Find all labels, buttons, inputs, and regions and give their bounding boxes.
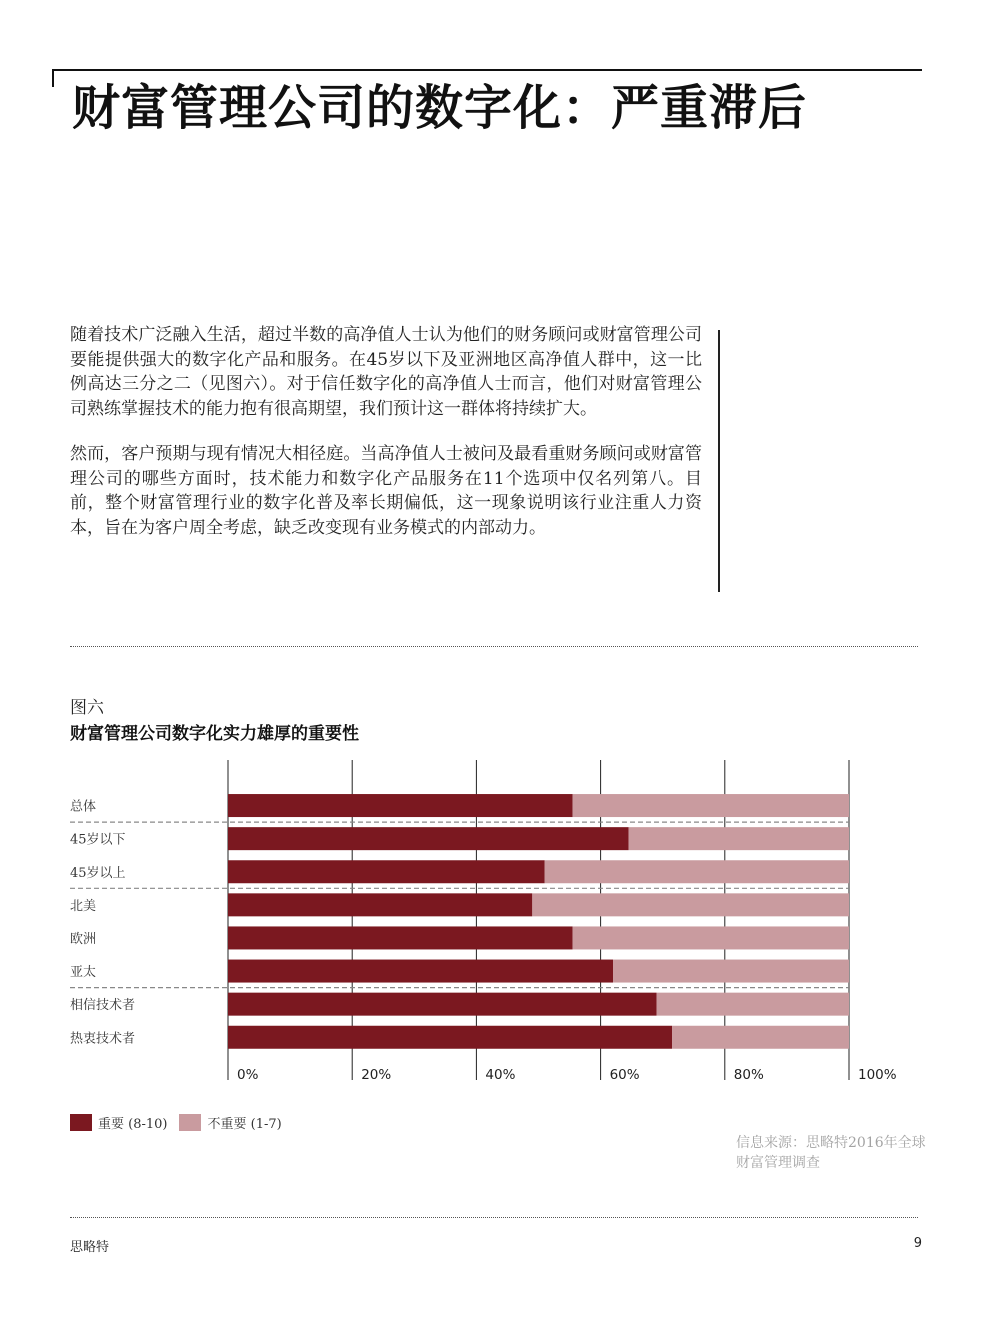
x-tick-label: 40% [485,1067,516,1083]
page-number: 9 [913,1236,922,1251]
category-label: 总体 [70,799,97,815]
bar-not-important [573,794,849,817]
bar-not-important [629,827,849,850]
bar-not-important [532,893,849,916]
body-paragraph-1: 随着技术广泛融入生活，超过半数的高净值人士认为他们的财务顾问或财富管理公司要能提供强大的数字化产品和服务。在45岁以下及亚洲地区高净值人群中，这一比例高达三分之二（见图六）。对于信任数字化的高净值人士而言，他们对财富管理公司熟练掌握技术的能力抱有很高期望，我们预计这一群体将持续扩大。 [70,325,702,419]
bar-not-important [573,926,849,949]
category-label: 亚太 [70,965,97,981]
category-label: 北美 [70,898,97,914]
bar-important [228,960,613,983]
bar-important [228,893,532,916]
legend-swatch-important [70,1114,92,1131]
figure-title: 财富管理公司数字化实力雄厚的重要性 [70,724,359,744]
bar-not-important [545,860,849,883]
category-label: 欧洲 [70,931,97,947]
legend-item-not-important [179,1113,281,1132]
category-label: 相信技术者 [70,998,136,1014]
category-label: 热衷技术者 [70,1031,136,1047]
x-tick-label: 100% [858,1067,897,1083]
top-rule [52,69,922,71]
x-tick-label: 0% [237,1067,259,1083]
page-title: 财富管理公司的数字化：严重滞后 [72,80,808,136]
legend-swatch-not-important [179,1114,201,1131]
legend [70,1113,294,1132]
figure-label: 图六 [70,698,104,718]
x-tick-label: 20% [361,1067,392,1083]
footer-divider [70,1217,918,1218]
source-note: 信息来源：思略特2016年全球财富管理调查 [736,1135,926,1171]
bar-important [228,993,656,1016]
legend-label-not-important: 不重要 (1-7) [207,1117,282,1132]
category-label: 45岁以上 [70,865,126,881]
section-divider [70,646,918,647]
side-rule [718,330,720,592]
category-label: 45岁以下 [70,832,126,848]
x-tick-label: 80% [733,1067,764,1083]
bar-important [228,860,545,883]
legend-item-important [70,1113,167,1132]
body-paragraph-2: 然而，客户预期与现有情况大相径庭。当高净值人士被问及最看重财务顾问或财富管理公司的哪些方面时，技术能力和数字化产品服务在11个选项中仅名列第八。目前，整个财富管理行业的数字化普及率长期偏低，这一现象说明该行业注重人力资本，旨在为客户周全考虑，缺乏改变现有业务模式的内部动力。 [70,444,702,538]
bar-important [228,827,629,850]
bar-important [228,926,573,949]
bar-important [228,1026,672,1049]
bar-not-important [672,1026,849,1049]
bar-not-important [613,960,849,983]
bar-chart [0,760,992,1090]
body-text [70,323,702,561]
footer-brand: 思略特 [70,1240,110,1255]
legend-label-important: 重要 (8-10) [98,1117,168,1132]
bar-important [228,794,573,817]
top-rule-tick [52,69,54,87]
x-tick-label: 60% [609,1067,640,1083]
bar-not-important [656,993,849,1016]
